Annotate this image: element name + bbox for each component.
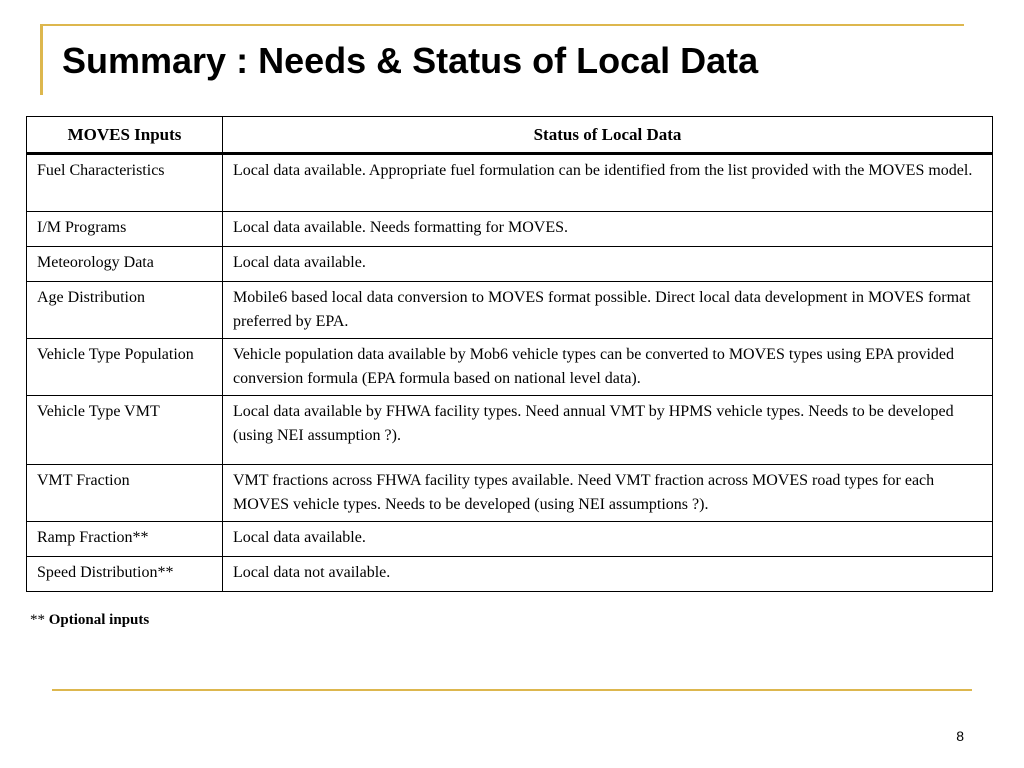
table-header-row bbox=[27, 117, 993, 154]
status-cell: Mobile6 based local data conversion to MOVES format possible. Direct local data development in MOVES format preferred by EPA. bbox=[223, 282, 993, 339]
optional-inputs-footnote bbox=[30, 612, 149, 629]
status-cell: VMT fractions across FHWA facility types available. Need VMT fraction across MOVES road types for each MOVES vehicle types. Needs to be developed (using NEI assumptions ?). bbox=[223, 465, 993, 522]
column-header-moves-inputs: MOVES Inputs bbox=[27, 117, 223, 154]
moves-input-cell: Meteorology Data bbox=[27, 247, 223, 282]
table-row bbox=[27, 396, 993, 465]
footnote-label: Optional inputs bbox=[48, 612, 150, 628]
table-row bbox=[27, 557, 993, 592]
moves-input-cell: Vehicle Type Population bbox=[27, 339, 223, 396]
table-row bbox=[27, 339, 993, 396]
moves-input-cell: Fuel Characteristics bbox=[27, 154, 223, 212]
table-row bbox=[27, 465, 993, 522]
top-accent-line bbox=[40, 24, 964, 26]
status-cell: Local data available. Appropriate fuel formulation can be identified from the list provided with the MOVES model. bbox=[223, 154, 993, 212]
moves-input-cell: I/M Programs bbox=[27, 212, 223, 247]
footnote-marker: ** bbox=[30, 612, 45, 628]
moves-input-cell: Vehicle Type VMT bbox=[27, 396, 223, 465]
moves-input-cell: Speed Distribution** bbox=[27, 557, 223, 592]
table-row bbox=[27, 522, 993, 557]
status-cell: Vehicle population data available by Mob6 vehicle types can be converted to MOVES types using EPA provided conversion formula (EPA formula based on national level data). bbox=[223, 339, 993, 396]
local-data-table bbox=[26, 116, 993, 592]
status-cell: Local data available by FHWA facility types. Need annual VMT by HPMS vehicle types. Needs to be developed (using NEI assumption ?). bbox=[223, 396, 993, 465]
moves-input-cell: VMT Fraction bbox=[27, 465, 223, 522]
table-row bbox=[27, 282, 993, 339]
title-accent-bar bbox=[40, 24, 43, 95]
page-number: 8 bbox=[956, 728, 964, 744]
moves-input-cell: Ramp Fraction** bbox=[27, 522, 223, 557]
status-cell: Local data not available. bbox=[223, 557, 993, 592]
table-row bbox=[27, 212, 993, 247]
column-header-status: Status of Local Data bbox=[223, 117, 993, 154]
status-cell: Local data available. bbox=[223, 247, 993, 282]
slide-title: Summary : Needs & Status of Local Data bbox=[62, 40, 759, 81]
moves-input-cell: Age Distribution bbox=[27, 282, 223, 339]
bottom-accent-line bbox=[52, 689, 972, 691]
table-row bbox=[27, 247, 993, 282]
table-row bbox=[27, 154, 993, 212]
status-cell: Local data available. Needs formatting for MOVES. bbox=[223, 212, 993, 247]
status-cell: Local data available. bbox=[223, 522, 993, 557]
